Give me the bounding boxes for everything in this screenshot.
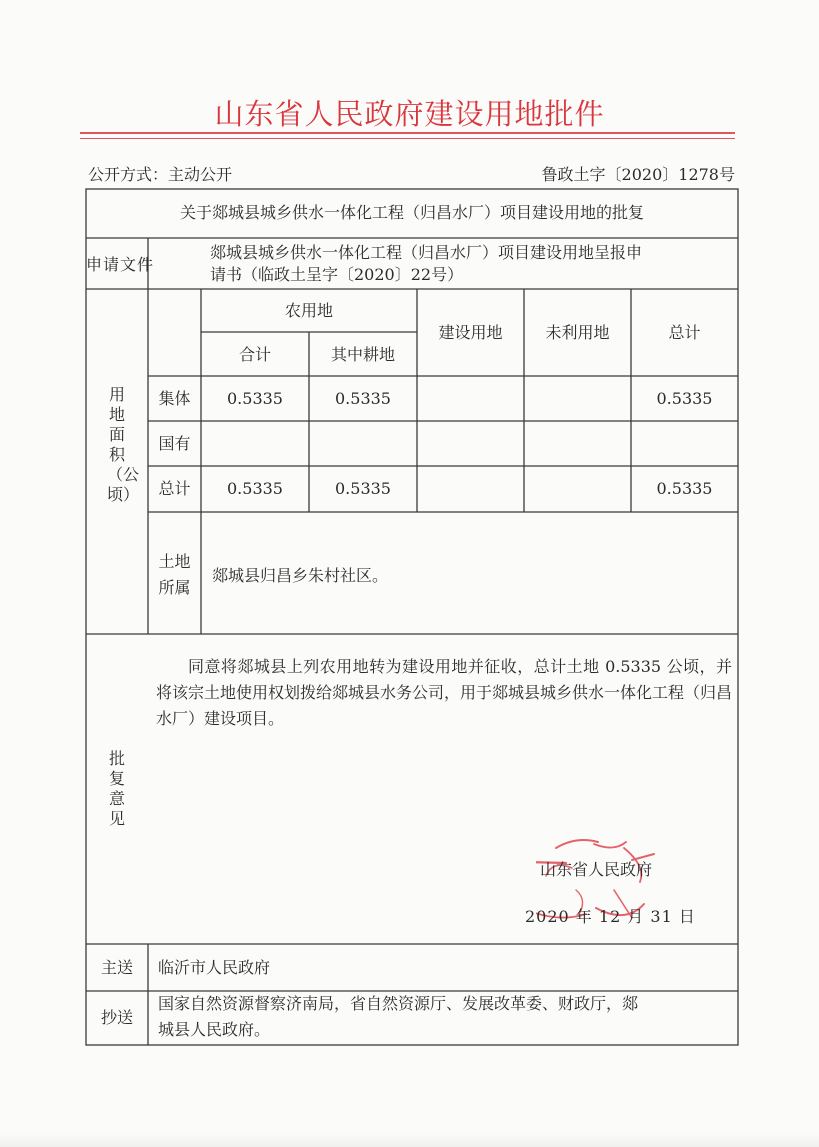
issue-date: 2020 年 12 月 31 日	[525, 907, 696, 926]
row-collective-subtotal: 0.5335	[227, 389, 283, 408]
issuer-name: 山东省人民政府	[540, 860, 653, 879]
cc-label: 抄送	[100, 1008, 133, 1027]
row-total-total: 0.5335	[656, 479, 713, 498]
row-collective-label: 集体	[158, 389, 191, 408]
row-collective-total: 0.5335	[656, 389, 713, 408]
approval-label: 批复意见	[108, 749, 125, 828]
land-ownership-label-1: 土地	[158, 552, 191, 571]
title-rule-thin	[80, 138, 735, 139]
land-ownership-label-2: 所属	[158, 578, 191, 597]
subject-line: 关于郯城县城乡供水一体化工程（归昌水厂）项目建设用地的批复	[179, 203, 644, 222]
document-number: 鲁政土字〔2020〕1278号	[541, 165, 735, 184]
application-label: 申请文件	[86, 255, 155, 274]
row-total-label: 总计	[158, 479, 191, 498]
header-subtotal: 合计	[238, 345, 271, 364]
main-recipient-value: 临沂市人民政府	[158, 958, 271, 977]
row-total-subtotal: 0.5335	[227, 479, 283, 498]
row-total-arable: 0.5335	[335, 479, 391, 498]
application-text-line1: 郯城县城乡供水一体化工程（归昌水厂）项目建设用地呈报申	[210, 243, 643, 262]
header-construction: 建设用地	[438, 323, 503, 342]
land-ownership-value: 郯城县归昌乡朱村社区。	[212, 566, 389, 585]
main-recipient-label: 主送	[100, 958, 133, 977]
page-bottom-shade	[0, 1133, 819, 1147]
header-farmland: 农用地	[284, 301, 333, 320]
approval-text: 同意将郯城县上列农用地转为建设用地并征收，总计土地 0.5335 公顷，并将该宗土地使用权划拨给郯城县水务公司，用于郯城县城乡供水一体化工程（归昌水厂）建设项目。	[156, 657, 733, 728]
page-title: 山东省人民政府建设用地批件	[214, 97, 605, 131]
row-collective-arable: 0.5335	[335, 389, 391, 408]
land-area-side-label: 用地面积（公顷）	[107, 385, 140, 504]
disclosure-mode: 公开方式：主动公开	[88, 165, 233, 184]
cc-line2: 城县人民政府。	[158, 1020, 271, 1039]
header-total: 总计	[668, 323, 701, 342]
row-state-label: 国有	[158, 434, 191, 453]
cc-line1: 国家自然资源督察济南局，省自然资源厅、发展改革委、财政厅，郯	[158, 994, 639, 1013]
header-arable: 其中耕地	[330, 345, 395, 364]
title-rule-thick	[80, 132, 735, 134]
header-unused: 未利用地	[545, 323, 610, 342]
application-text-line2: 请书（临政土呈字〔2020〕22号）	[210, 265, 464, 284]
